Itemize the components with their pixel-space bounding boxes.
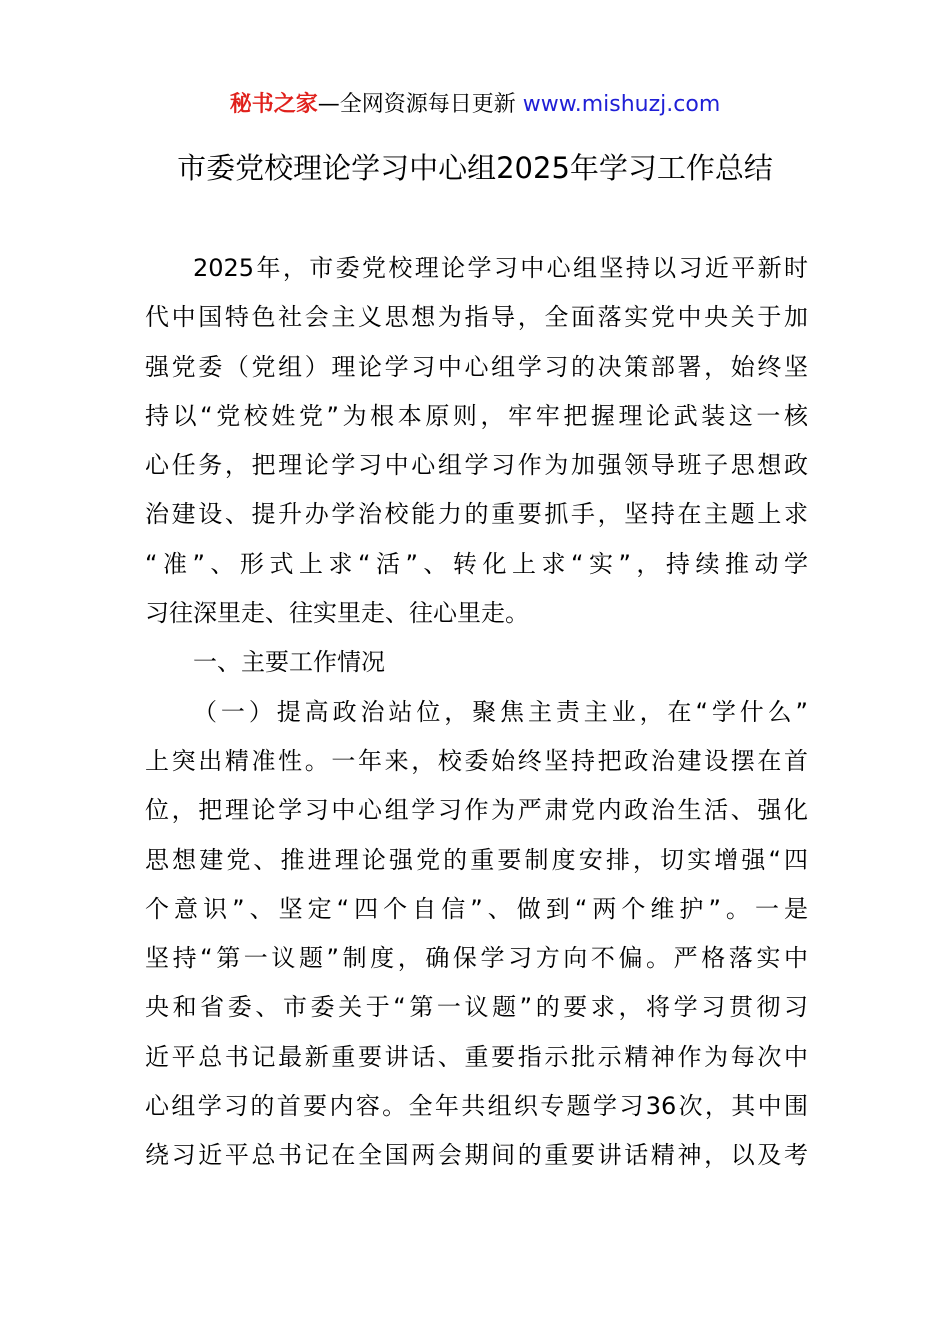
body-line: 思想建党、推进理论强党的重要制度安排，切实增强“四 [145,845,808,874]
body-line: 治建设、提升办学治校能力的重要抓手，坚持在主题上求 [145,500,808,529]
body-line: 习往深里走、往实里走、往心里走。 [145,599,529,628]
body-line: 强党委（党组）理论学习中心组学习的决策部署，始终坚 [145,352,808,381]
section-heading: 一、主要工作情况 [193,648,385,677]
body-line: 央和省委、市委关于“第一议题”的要求，将学习贯彻习 [145,993,808,1022]
site-tagline: —全网资源每日更新 [317,92,516,117]
body-line: 持以“党校姓党”为根本原则，牢牢把握理论武装这一核 [145,401,808,430]
body-line: 心组学习的首要内容。全年共组织专题学习36次，其中围 [145,1092,808,1121]
body-line: （一）提高政治站位，聚焦主责主业，在“学什么” [193,697,808,726]
document-title: 市委党校理论学习中心组2025年学习工作总结 [177,151,773,185]
body-line: 上突出精准性。一年来，校委始终坚持把政治建设摆在首 [145,746,808,775]
body-line: 近平总书记最新重要讲话、重要指示批示精神作为每次中 [145,1042,808,1071]
document-body [145,244,808,1181]
body-line: 坚持“第一议题”制度，确保学习方向不偏。严格落实中 [145,944,808,973]
body-line: 绕习近平总书记在全国两会期间的重要讲话精神，以及考 [145,1141,808,1170]
body-line: 位，把理论学习中心组学习作为严肃党内政治生活、强化 [145,796,808,825]
body-line: “准”、形式上求“活”、转化上求“实”，持续推动学 [145,549,808,578]
site-header [0,88,950,122]
body-line: 心任务，把理论学习中心组学习作为加强领导班子思想政 [145,451,808,480]
body-line: 2025年，市委党校理论学习中心组坚持以习近平新时 [193,254,808,282]
body-line: 个意识”、坚定“四个自信”、做到“两个维护”。一是 [145,894,808,923]
site-brand: 秘书之家 [229,92,318,117]
site-url-link[interactable]: www.mishuzj.com [522,92,721,117]
body-line: 代中国特色社会主义思想为指导，全面落实党中央关于加 [145,303,808,332]
